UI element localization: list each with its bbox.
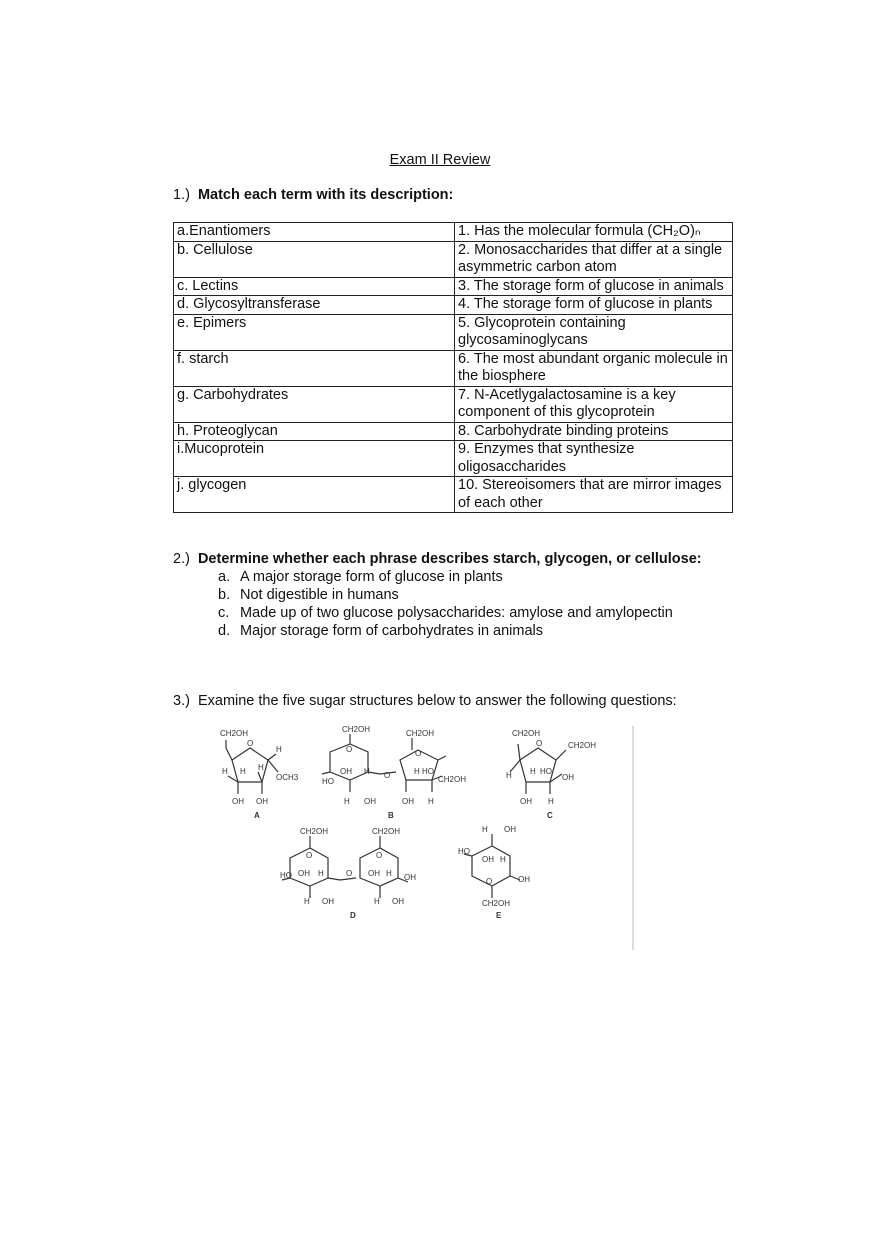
question-2-prompt: Determine whether each phrase describes starch, glycogen, or cellulose:: [197, 551, 702, 567]
svg-text:H: H: [304, 897, 310, 906]
svg-text:OH: OH: [562, 773, 574, 782]
description-cell: 2. Monosaccharides that differ at a single asymmetric carbon atom: [455, 241, 733, 277]
svg-text:OH: OH: [322, 897, 334, 906]
term-cell: i.Mucoprotein: [174, 441, 455, 477]
svg-text:H: H: [500, 855, 506, 864]
question-1-number: 1.): [173, 187, 190, 203]
svg-text:OH: OH: [518, 875, 530, 884]
label-a: A: [254, 811, 260, 820]
svg-text:O: O: [376, 851, 383, 860]
structure-e: [464, 834, 520, 898]
question-3-prompt: Examine the five sugar structures below to answer the following questions:: [197, 693, 677, 709]
svg-text:OH: OH: [364, 797, 376, 806]
sugar-structures-figure: [200, 722, 640, 954]
description-cell: 3. The storage form of glucose in animals: [455, 277, 733, 296]
description-cell: 8. Carbohydrate binding proteins: [455, 422, 733, 441]
item-letter: d.: [218, 623, 231, 639]
svg-text:H: H: [506, 771, 512, 780]
page-title: Exam II Review: [389, 152, 491, 168]
question-3-number: 3.): [173, 693, 190, 709]
structure-b: [322, 734, 446, 792]
description-cell: 7. N-Acetlygalactosamine is a key component of this glycoprotein: [455, 386, 733, 422]
svg-text:O: O: [346, 745, 353, 754]
term-cell: b. Cellulose: [174, 241, 455, 277]
svg-text:H: H: [222, 767, 228, 776]
term-cell: c. Lectins: [174, 277, 455, 296]
item-text: Major storage form of carbohydrates in animals: [240, 623, 544, 639]
svg-text:HO: HO: [322, 777, 334, 786]
table-row: [174, 314, 733, 350]
svg-text:H: H: [240, 767, 246, 776]
svg-text:O: O: [486, 877, 493, 886]
svg-text:CH2OH: CH2OH: [512, 729, 541, 738]
question-2-number: 2.): [173, 551, 190, 567]
phrase-list: [218, 568, 673, 640]
svg-text:H: H: [276, 745, 282, 754]
svg-text:H: H: [482, 825, 488, 834]
svg-text:CH2OH: CH2OH: [406, 729, 435, 738]
table-row: [174, 441, 733, 477]
svg-text:CH2OH: CH2OH: [568, 741, 597, 750]
item-text: Made up of two glucose polysaccharides: amylose and amylopectin: [240, 605, 673, 621]
label-b: B: [388, 811, 394, 820]
item-letter: c.: [218, 605, 230, 621]
structure-a: [226, 740, 278, 794]
svg-text:H: H: [386, 869, 392, 878]
svg-text:OCH3: OCH3: [276, 773, 299, 782]
table-row: [174, 296, 733, 315]
svg-text:H: H: [428, 797, 434, 806]
table-row: [174, 241, 733, 277]
svg-text:OH: OH: [392, 897, 404, 906]
svg-text:O: O: [384, 771, 391, 780]
description-cell: 6. The most abundant organic molecule in the biosphere: [455, 350, 733, 386]
table-row: [174, 386, 733, 422]
term-cell: e. Epimers: [174, 314, 455, 350]
svg-text:CH2OH: CH2OH: [342, 725, 371, 734]
question-3-heading: [173, 693, 677, 709]
svg-text:O: O: [247, 739, 254, 748]
table-row: [174, 422, 733, 441]
svg-text:H: H: [548, 797, 554, 806]
item-text: Not digestible in humans: [240, 587, 399, 603]
svg-text:HO: HO: [458, 847, 470, 856]
table-row: [174, 477, 733, 513]
term-cell: a.Enantiomers: [174, 223, 455, 242]
svg-text:OH: OH: [298, 869, 310, 878]
item-text: A major storage form of glucose in plants: [240, 569, 503, 585]
question-2-heading: [173, 551, 702, 567]
svg-text:H: H: [364, 767, 370, 776]
svg-text:O: O: [306, 851, 313, 860]
svg-text:O: O: [536, 739, 543, 748]
svg-text:CH2OH: CH2OH: [300, 827, 329, 836]
description-cell: 5. Glycoprotein containing glycosaminoglycans: [455, 314, 733, 350]
svg-text:OH: OH: [368, 869, 380, 878]
svg-text:H: H: [318, 869, 324, 878]
svg-text:OH: OH: [404, 873, 416, 882]
table-row: [174, 223, 733, 242]
sugar-structures-svg: [200, 722, 640, 954]
term-cell: h. Proteoglycan: [174, 422, 455, 441]
table-row: [174, 350, 733, 386]
list-item: [218, 568, 673, 586]
svg-text:CH2OH: CH2OH: [482, 899, 511, 908]
term-cell: f. starch: [174, 350, 455, 386]
svg-text:HO: HO: [422, 767, 434, 776]
svg-text:OH: OH: [482, 855, 494, 864]
svg-text:CH2OH: CH2OH: [438, 775, 467, 784]
svg-text:H: H: [344, 797, 350, 806]
svg-text:CH2OH: CH2OH: [372, 827, 401, 836]
svg-text:OH: OH: [232, 797, 244, 806]
label-c: C: [547, 811, 553, 820]
label-d: D: [350, 911, 356, 920]
matching-table: [173, 222, 733, 513]
description-cell: 1. Has the molecular formula (CH₂O)ₙ: [455, 223, 733, 242]
list-item: [218, 622, 673, 640]
svg-text:H: H: [258, 763, 264, 772]
svg-text:OH: OH: [256, 797, 268, 806]
description-cell: 4. The storage form of glucose in plants: [455, 296, 733, 315]
svg-text:H: H: [374, 897, 380, 906]
structure-c: [510, 744, 566, 794]
question-1-heading: [173, 187, 453, 203]
list-item: [218, 586, 673, 604]
description-cell: 10. Stereoisomers that are mirror images of each other: [455, 477, 733, 513]
svg-text:H: H: [414, 767, 420, 776]
question-1-prompt: Match each term with its description:: [197, 187, 454, 203]
item-letter: a.: [218, 569, 231, 585]
list-item: [218, 604, 673, 622]
item-letter: b.: [218, 587, 231, 603]
term-cell: g. Carbohydrates: [174, 386, 455, 422]
structure-d: [282, 836, 408, 898]
svg-text:O: O: [346, 869, 353, 878]
svg-text:OH: OH: [520, 797, 532, 806]
svg-text:CH2OH: CH2OH: [220, 729, 249, 738]
label-e: E: [496, 911, 502, 920]
svg-text:H: H: [530, 767, 536, 776]
svg-text:HO: HO: [280, 871, 292, 880]
svg-text:OH: OH: [340, 767, 352, 776]
term-cell: j. glycogen: [174, 477, 455, 513]
table-row: [174, 277, 733, 296]
svg-text:OH: OH: [402, 797, 414, 806]
svg-text:O: O: [415, 749, 422, 758]
term-cell: d. Glycosyltransferase: [174, 296, 455, 315]
svg-text:HO: HO: [540, 767, 552, 776]
svg-text:OH: OH: [504, 825, 516, 834]
description-cell: 9. Enzymes that synthesize oligosaccharides: [455, 441, 733, 477]
